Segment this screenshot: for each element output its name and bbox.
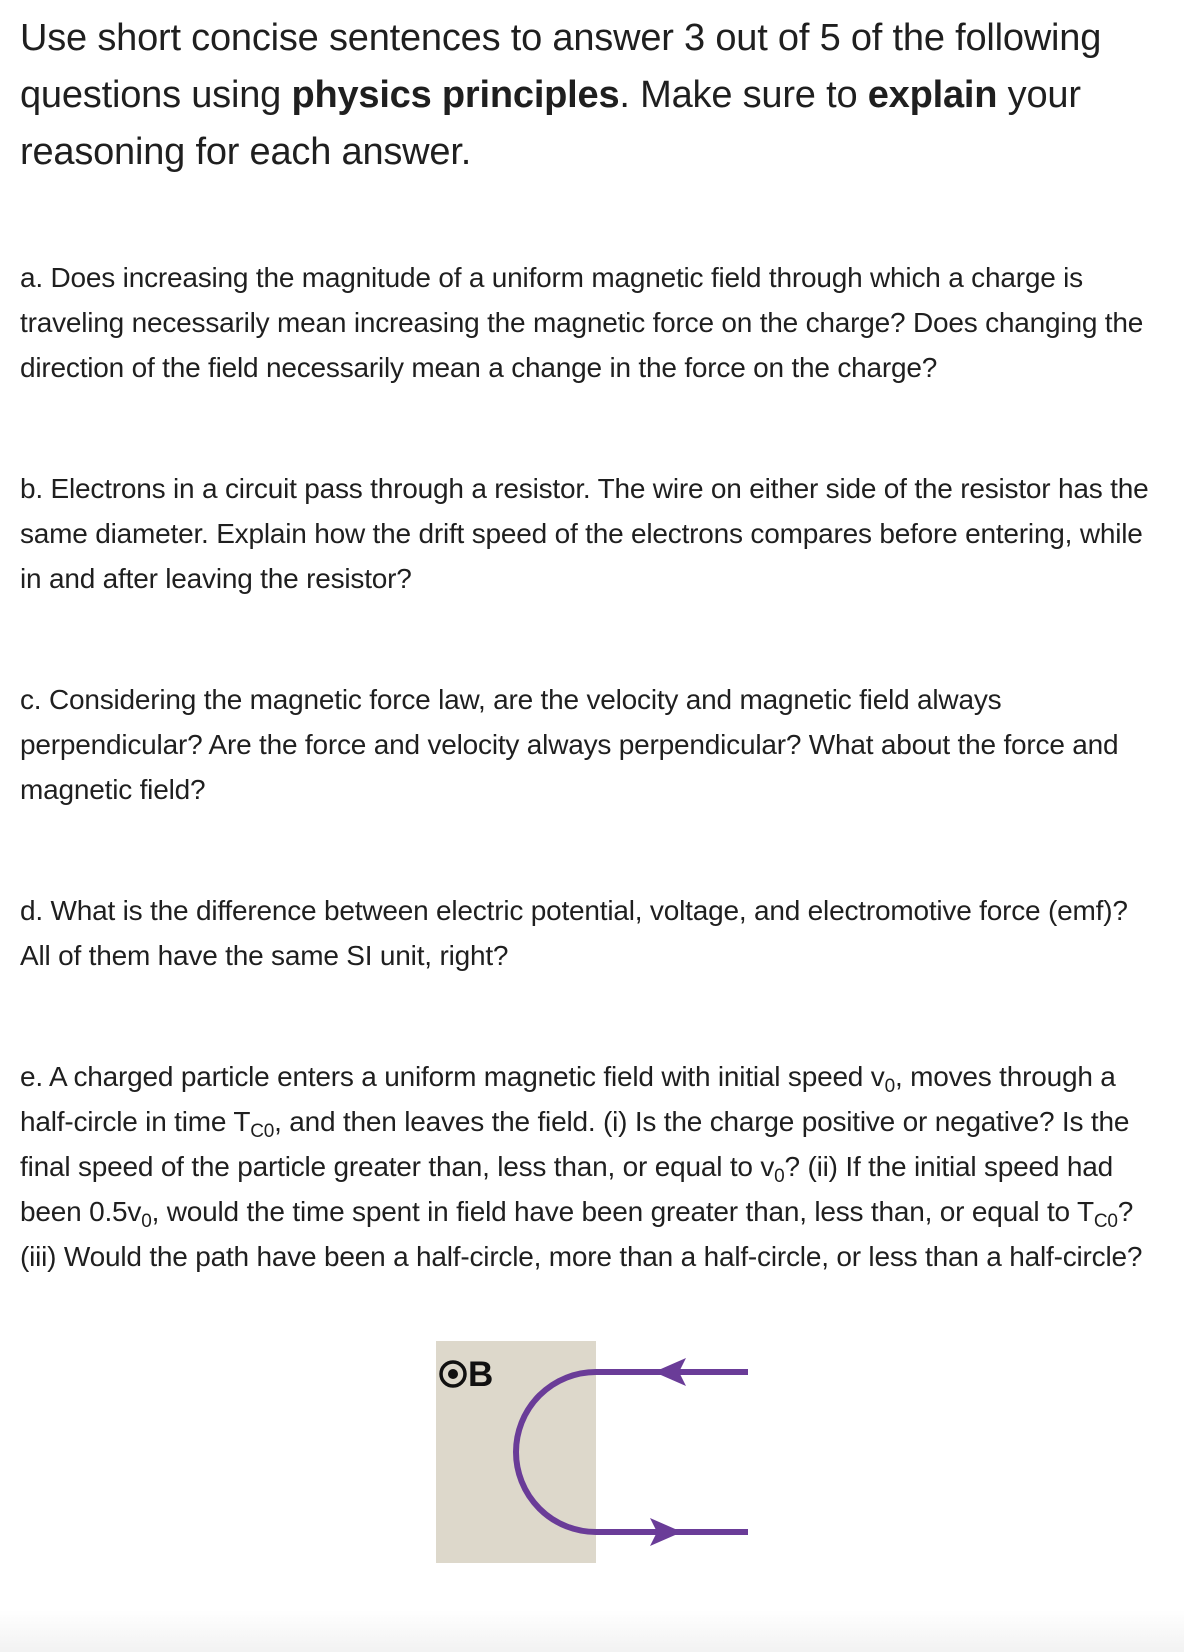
magnetic-field-figure [436,1341,756,1563]
instructions-text-2: . Make sure to [619,74,868,116]
question-e-subscript-2: C0 [250,1121,275,1142]
question-e-text-1: e. A charged particle enters a uniform magnetic field with initial speed v [20,1061,885,1092]
question-e-subscript-3: 0 [774,1166,785,1187]
question-a: a. Does increasing the magnitude of a uniform magnetic field through which a charge is traveling necessarily mean increasing the magnetic force on the charge? Does changing the direction of the field necessarily mean a change in the force on the charge? [20,262,1144,383]
bottom-edge [0,1610,1184,1652]
question-e-subscript-5: C0 [1093,1211,1118,1232]
instructions-text-3: your reasoning for each answer. [20,74,1081,173]
instructions-text-1: Use short concise sentences to answer 3 out of 5 of the following questions using [20,17,1102,116]
question-b: b. Electrons in a circuit pass through a resistor. The wire on either side of the resistor has the same diameter. Explain how the drift speed of the electrons compares before entering, while in and after leaving the resistor? [20,473,1149,594]
instructions-bold-explain: explain [867,74,998,116]
question-e-text-6: ? (iii) Would the path have been a half-circle, more than a half-circle, or less than a half-circle? [20,1196,1143,1272]
question-d: d. What is the difference between electric potential, voltage, and electromotive force (emf)? All of them have the same SI unit, right? [20,895,1128,971]
field-label: B [468,1355,494,1394]
instructions [20,10,1140,181]
instructions-bold-physics-principles: physics principles [291,74,620,116]
question-e-text-5: , would the time spent in field have been greater than, less than, or equal to T [151,1196,1094,1227]
question-e-text-3: , and then leaves the field. (i) Is the charge positive or negative? Is the final speed of the particle greater than, less than, or equal to v [20,1106,1130,1182]
question-e-text-4: ? (ii) If the initial speed had been 0.5v [20,1151,1113,1227]
question-e-subscript-4: 0 [141,1211,152,1232]
question-c: c. Considering the magnetic force law, are the velocity and magnetic field always perpendicular? Are the force and velocity always perpendicular? What about the force and magnetic field? [20,684,1119,805]
question-e-subscript-1: 0 [884,1076,895,1097]
question-e-text-2: , moves through a half-circle in time T [20,1061,1116,1137]
question-e [20,1054,1160,1279]
